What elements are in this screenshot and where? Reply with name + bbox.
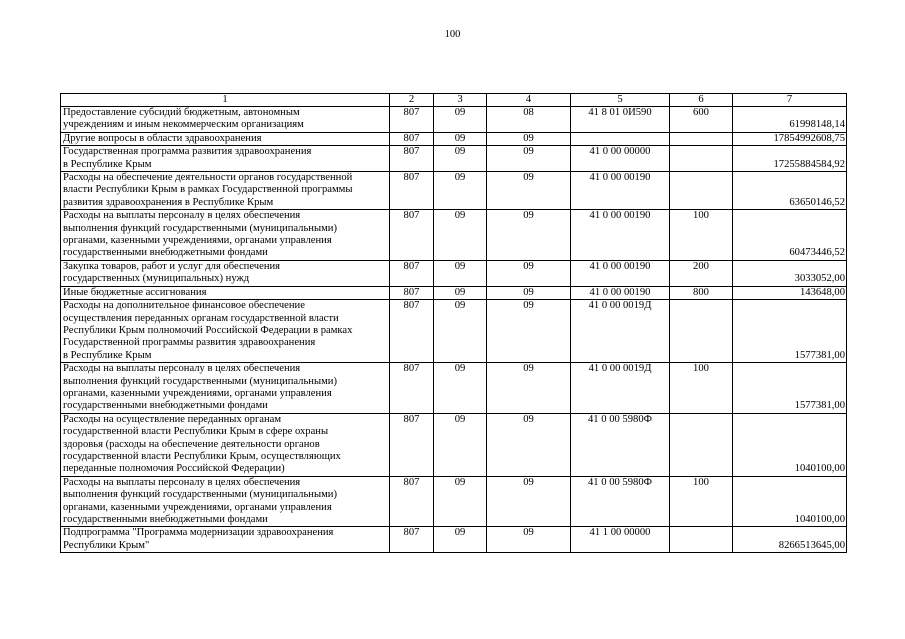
section-code-cell: 09 — [434, 260, 487, 286]
target-code-cell: 41 0 00 00190 — [571, 260, 670, 286]
target-code-cell: 41 1 00 00000 — [571, 527, 670, 553]
section-code-cell: 09 — [434, 210, 487, 261]
admin-code-cell: 807 — [390, 260, 434, 286]
row-name-line: выполнения функций государственными (муниципальными) — [63, 375, 337, 387]
row-name-line: государственными внебюджетными фондами — [63, 400, 268, 412]
amount-cell: 60473446,52 — [733, 210, 847, 261]
section-code-cell: 09 — [434, 413, 487, 476]
row-name-cell — [61, 300, 390, 363]
row-name-line: Иные бюджетные ассигнования — [63, 286, 207, 298]
expense-type-cell: 100 — [670, 363, 733, 414]
row-name-line: Предоставление субсидий бюджетным, автономным — [63, 107, 300, 118]
row-name-cell — [61, 132, 390, 145]
section-code-cell: 09 — [434, 476, 487, 527]
admin-code-cell: 807 — [390, 146, 434, 172]
admin-code-cell: 807 — [390, 527, 434, 553]
row-name-cell — [61, 527, 390, 553]
section-code-cell: 09 — [434, 527, 487, 553]
amount-cell: 3033052,00 — [733, 260, 847, 286]
table-row — [61, 172, 847, 210]
column-header: 6 — [670, 94, 733, 107]
table-row — [61, 300, 847, 363]
table-header-row — [61, 94, 847, 107]
row-name-cell — [61, 286, 390, 299]
table-row — [61, 107, 847, 133]
subsection-code-cell: 09 — [487, 476, 571, 527]
column-header: 1 — [61, 94, 390, 107]
subsection-code-cell: 08 — [487, 107, 571, 133]
row-name-line: Государственная программа развития здравоохранения — [63, 146, 312, 158]
amount-cell: 17854992608,75 — [733, 132, 847, 145]
row-name-line: власти Республики Крым в рамках Государственной программы — [63, 184, 353, 196]
row-name-line: в Республике Крым — [63, 158, 152, 170]
amount-cell: 1040100,00 — [733, 413, 847, 476]
row-name-line: государственной власти Республики Крым в сфере охраны — [63, 426, 329, 438]
expense-type-cell: 200 — [670, 260, 733, 286]
target-code-cell: 41 0 00 0019Д — [571, 300, 670, 363]
amount-cell: 1040100,00 — [733, 476, 847, 527]
row-name-line: выполнения функций государственными (муниципальными) — [63, 222, 337, 234]
section-code-cell: 09 — [434, 107, 487, 133]
admin-code-cell: 807 — [390, 300, 434, 363]
expense-type-cell: 600 — [670, 107, 733, 133]
target-code-cell: 41 0 00 00190 — [571, 286, 670, 299]
table-row — [61, 363, 847, 414]
row-name-line: Расходы на выплаты персоналу в целях обеспечения — [63, 476, 301, 488]
subsection-code-cell: 09 — [487, 132, 571, 145]
admin-code-cell: 807 — [390, 107, 434, 133]
target-code-cell — [571, 132, 670, 145]
row-name-line: Расходы на выплаты персоналу в целях обеспечения — [63, 210, 301, 222]
expense-type-cell — [670, 413, 733, 476]
expense-type-cell: 100 — [670, 476, 733, 527]
subsection-code-cell: 09 — [487, 413, 571, 476]
section-code-cell: 09 — [434, 172, 487, 210]
row-name-line: учреждениям и иным некоммерческим организациям — [63, 119, 304, 131]
row-name-line: Расходы на выплаты персоналу в целях обеспечения — [63, 363, 301, 375]
subsection-code-cell: 09 — [487, 527, 571, 553]
expense-type-cell — [670, 146, 733, 172]
target-code-cell: 41 0 00 00190 — [571, 210, 670, 261]
subsection-code-cell: 09 — [487, 363, 571, 414]
row-name-line: выполнения функций государственными (муниципальными) — [63, 489, 337, 501]
row-name-line: Республики Крым" — [63, 539, 150, 551]
column-header: 2 — [390, 94, 434, 107]
row-name-cell — [61, 413, 390, 476]
row-name-line: Государственной программы развития здравоохранения — [63, 337, 316, 349]
row-name-cell — [61, 476, 390, 527]
section-code-cell: 09 — [434, 286, 487, 299]
amount-cell: 1577381,00 — [733, 300, 847, 363]
admin-code-cell: 807 — [390, 413, 434, 476]
amount-cell: 17255884584,92 — [733, 146, 847, 172]
row-name-line: государственных (муниципальных) нужд — [63, 273, 250, 285]
table-body — [61, 94, 847, 553]
section-code-cell: 09 — [434, 363, 487, 414]
row-name-cell — [61, 363, 390, 414]
target-code-cell: 41 0 00 00000 — [571, 146, 670, 172]
table-row — [61, 527, 847, 553]
section-code-cell: 09 — [434, 300, 487, 363]
row-name-line: осуществления переданных органам государственной власти — [63, 312, 339, 324]
target-code-cell: 41 0 00 00190 — [571, 172, 670, 210]
row-name-line: государственной власти Республики Крым, осуществляющих — [63, 450, 341, 462]
row-name-cell — [61, 260, 390, 286]
table-row — [61, 476, 847, 527]
row-name-line: органами, казенными учреждениями, органами управления — [63, 387, 332, 399]
table-row — [61, 413, 847, 476]
subsection-code-cell: 09 — [487, 172, 571, 210]
subsection-code-cell: 09 — [487, 210, 571, 261]
row-name-cell — [61, 172, 390, 210]
table-row — [61, 146, 847, 172]
amount-cell: 1577381,00 — [733, 363, 847, 414]
expense-type-cell — [670, 300, 733, 363]
admin-code-cell: 807 — [390, 476, 434, 527]
row-name-line: органами, казенными учреждениями, органами управления — [63, 501, 332, 513]
row-name-line: переданные полномочия Российской Федерации) — [63, 463, 285, 475]
expense-type-cell — [670, 172, 733, 210]
target-code-cell: 41 0 00 5980Ф — [571, 413, 670, 476]
row-name-line: Расходы на дополнительное финансовое обеспечение — [63, 300, 305, 312]
row-name-line: Республики Крым полномочий Российской Федерации в рамках — [63, 324, 353, 336]
subsection-code-cell: 09 — [487, 146, 571, 172]
row-name-line: органами, казенными учреждениями, органами управления — [63, 235, 332, 247]
admin-code-cell: 807 — [390, 210, 434, 261]
subsection-code-cell: 09 — [487, 260, 571, 286]
amount-cell: 61998148,14 — [733, 107, 847, 133]
row-name-cell — [61, 146, 390, 172]
row-name-line: Закупка товаров, работ и услуг для обеспечения — [63, 260, 281, 272]
row-name-line: развития здравоохранения в Республике Крым — [63, 196, 274, 208]
column-header: 5 — [571, 94, 670, 107]
expense-type-cell: 800 — [670, 286, 733, 299]
column-header: 3 — [434, 94, 487, 107]
table-row — [61, 132, 847, 145]
row-name-line: здоровья (расходы на обеспечение деятельности органов — [63, 438, 320, 450]
admin-code-cell: 807 — [390, 132, 434, 145]
target-code-cell: 41 0 00 5980Ф — [571, 476, 670, 527]
subsection-code-cell: 09 — [487, 300, 571, 363]
admin-code-cell: 807 — [390, 172, 434, 210]
admin-code-cell: 807 — [390, 363, 434, 414]
target-code-cell: 41 0 00 0019Д — [571, 363, 670, 414]
section-code-cell: 09 — [434, 132, 487, 145]
amount-cell: 63650146,52 — [733, 172, 847, 210]
row-name-line: Другие вопросы в области здравоохранения — [63, 132, 262, 144]
admin-code-cell: 807 — [390, 286, 434, 299]
row-name-cell — [61, 210, 390, 261]
expense-type-cell — [670, 527, 733, 553]
row-name-line: государственными внебюджетными фондами — [63, 514, 268, 525]
row-name-line: в Республике Крым — [63, 349, 152, 361]
column-header: 4 — [487, 94, 571, 107]
column-header: 7 — [733, 94, 847, 107]
amount-cell: 143648,00 — [733, 286, 847, 299]
budget-table — [60, 93, 847, 553]
row-name-line: Расходы на осуществление переданных органам — [63, 413, 282, 425]
row-name-line: Расходы на обеспечение деятельности органов государственной — [63, 172, 353, 184]
table-row — [61, 210, 847, 261]
expense-type-cell — [670, 132, 733, 145]
table-row — [61, 260, 847, 286]
target-code-cell: 41 8 01 0И590 — [571, 107, 670, 133]
page-number: 100 — [444, 29, 461, 40]
expense-type-cell: 100 — [670, 210, 733, 261]
amount-cell: 8266513645,00 — [733, 527, 847, 553]
row-name-line: государственными внебюджетными фондами — [63, 247, 268, 259]
table-row — [61, 286, 847, 299]
section-code-cell: 09 — [434, 146, 487, 172]
row-name-line: Подпрограмма "Программа модернизации здравоохранения — [63, 527, 334, 539]
row-name-cell — [61, 107, 390, 133]
subsection-code-cell: 09 — [487, 286, 571, 299]
